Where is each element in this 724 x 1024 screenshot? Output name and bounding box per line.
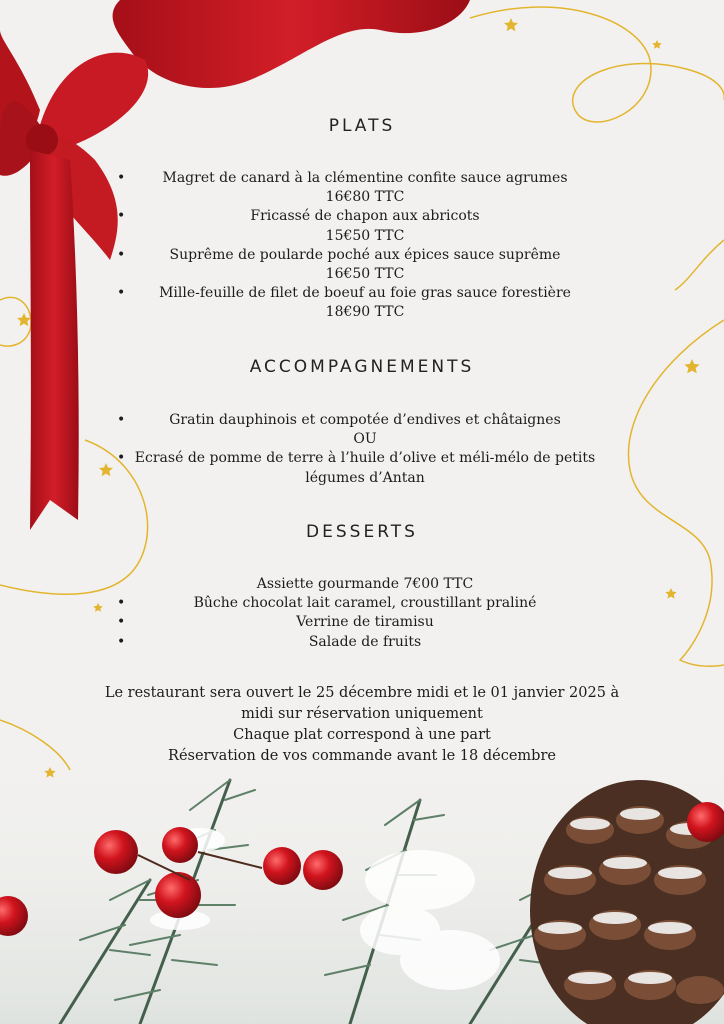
price: 16€80 TTC [325,189,405,206]
footer-notice [80,683,644,767]
list-item: • Gratin dauphinois et compotée d’endives et châtaignes [120,411,610,430]
plats-list [120,169,610,323]
list-item: • Salade de fruits [120,633,610,652]
plats-heading: PLATS [328,116,396,136]
footer-line: Le restaurant sera ouvert le 25 décembre midi et le 01 janvier 2025 à [104,685,620,701]
desserts-list [120,575,610,652]
footer-line: Réservation de vos commande avant le 18 décembre [168,748,556,764]
list-item: • Ecrasé de pomme de terre à l’huile d’olive et méli-mélo de petits [120,449,610,468]
list-item: • Suprême de poularde poché aux épices sauce suprême [120,246,610,265]
list-item: • Mille-feuille de filet de boeuf au foie gras sauce forestière [120,284,610,303]
price: 18€90 TTC [325,304,405,321]
list-item: • Bûche chocolat lait caramel, croustillant praliné [120,594,610,613]
list-item: Assiette gourmande 7€00 TTC [256,576,474,592]
list-item: • Fricassé de chapon aux abricots [120,207,610,226]
footer-line: midi sur réservation uniquement [241,706,483,722]
desserts-heading: DESSERTS [306,522,418,542]
accompagnements-heading: ACCOMPAGNEMENTS [249,357,475,377]
accompagnements-list [120,411,610,488]
list-item-continued: légumes d’Antan [305,469,425,486]
list-item: • Verrine de tiramisu [120,613,610,632]
price: 16€50 TTC [325,266,405,283]
footer-line: Chaque plat correspond à une part [233,727,491,743]
or-separator: OU [353,431,377,448]
price: 15€50 TTC [325,227,405,244]
list-item: • Magret de canard à la clémentine confite sauce agrumes [120,169,610,188]
